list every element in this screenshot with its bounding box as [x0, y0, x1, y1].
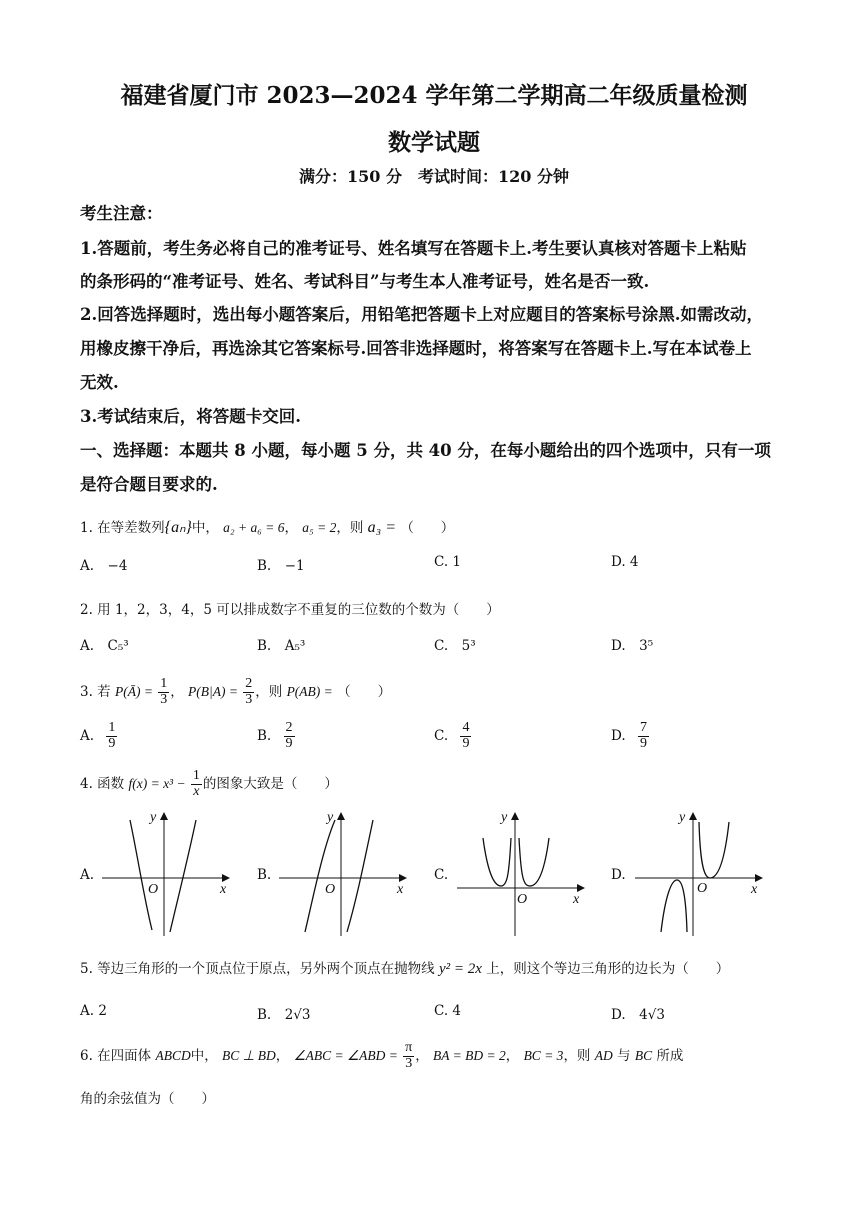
fraction-denominator: 9	[639, 736, 647, 751]
q6-text: ，则	[563, 1048, 591, 1064]
q6-text: ，	[415, 1048, 429, 1064]
graph-option-c	[455, 808, 590, 938]
option-label: B.	[257, 728, 272, 744]
question-2-stem: 2. 用 1，2，3，4，5 可以排成数字不重复的三位数的个数为（ ）	[80, 602, 500, 618]
question-3-stem	[80, 672, 391, 712]
q5-option-d: D. 4√3	[611, 1007, 665, 1023]
option-label: D.	[611, 728, 626, 744]
curve	[661, 880, 687, 932]
answer-blank: （ ）	[337, 684, 392, 700]
curve	[305, 820, 335, 932]
q4-option-d-label: D.	[611, 867, 626, 883]
q3-option-d	[611, 716, 650, 756]
curve	[483, 838, 511, 886]
q4-option-c-label: C.	[434, 867, 449, 883]
fraction	[243, 677, 254, 707]
q6-math: BA = BD = 2	[433, 1048, 506, 1063]
origin-label: O	[148, 882, 159, 897]
q1-text: ，	[284, 520, 298, 536]
exam-title: 福建省厦门市 2023—2024 学年第二学期高二年级质量检测	[120, 82, 748, 109]
q1-condition: a₅ = 2	[302, 520, 337, 535]
curve	[130, 820, 152, 930]
curve	[170, 820, 196, 932]
q1-text: ，则	[336, 520, 364, 536]
q6-text: 6. 在四面体	[80, 1048, 152, 1064]
q1-option-c: C. 1	[434, 554, 462, 570]
q6-math: BC = 3	[523, 1048, 564, 1063]
notice-line: 用橡皮擦干净后，再选涂其它答案标号.回答非选择题时，将答案写在答题卡上.写在本试卷上	[80, 339, 752, 358]
q4-option-b-label: B.	[257, 867, 272, 883]
graph-option-a	[100, 808, 235, 938]
question-6-stem	[80, 1036, 683, 1076]
fraction-denominator: 3	[245, 692, 253, 707]
fraction-numerator: 7	[639, 720, 647, 736]
fraction	[403, 1041, 414, 1071]
origin-label: O	[517, 892, 528, 907]
x-axis-arrow	[222, 874, 230, 882]
q1-option-b: B. −1	[257, 558, 305, 574]
fraction-numerator: 2	[245, 676, 253, 692]
fraction-denominator: 9	[462, 736, 470, 751]
fraction-numerator: 2	[285, 720, 293, 736]
q5-text: 上，则这个等边三角形的边长为（ ）	[486, 961, 730, 977]
fraction	[460, 721, 471, 751]
fraction	[284, 721, 295, 751]
y-label: y	[150, 810, 157, 825]
q3-text: ，则	[255, 684, 283, 700]
q2-option-d: D. 3⁵	[611, 638, 654, 654]
q1-condition: a₂ + a₆ = 6	[223, 520, 285, 535]
x-label: x	[573, 892, 580, 907]
q2-option-a: A. C₅³	[80, 638, 129, 654]
exam-subtitle: 数学试题	[388, 129, 480, 156]
x-label: x	[751, 882, 758, 897]
question-6-line2: 角的余弦值为（ ）	[80, 1091, 215, 1107]
curve	[347, 820, 373, 932]
option-label: A.	[80, 728, 95, 744]
q5-option-a: A. 2	[80, 1003, 107, 1019]
answer-blank: （ ）	[400, 520, 455, 536]
q4-text: 4. 函数	[80, 776, 125, 792]
y-axis-arrow	[337, 812, 345, 820]
fraction-numerator: π	[405, 1040, 413, 1056]
q3-option-c	[434, 716, 472, 756]
q1-text: 1. 在等差数列	[80, 520, 165, 536]
q3-option-b	[257, 716, 296, 756]
fraction	[191, 769, 202, 799]
q2-option-b: B. A₅³	[257, 638, 306, 654]
q5-option-c: C. 4	[434, 1003, 462, 1019]
fraction-denominator: x	[193, 784, 200, 799]
graph-option-d	[633, 808, 768, 938]
q6-text: 中，	[190, 1048, 218, 1064]
q6-math: BC	[634, 1048, 653, 1063]
notice-line: 3.考试结束后，将答题卡交回.	[80, 407, 301, 426]
q6-math: BC ⊥ BD	[222, 1048, 276, 1063]
fraction-numerator: 1	[160, 676, 168, 692]
notice-line: 1.答题前，考生务必将自己的准考证号、姓名填写在答题卡上.考生要认真核对答题卡上粘贴	[80, 239, 747, 258]
fraction-denominator: 3	[160, 692, 168, 707]
q3-text: ，	[170, 684, 184, 700]
notice-line: 2.回答选择题时，选出每小题答案后，用铅笔把答题卡上对应题目的答案标号涂黑.如需改动，	[80, 305, 763, 324]
x-label: x	[397, 882, 404, 897]
notice-line: 的条形码的“准考证号、姓名、考试科目”与考生本人准考证号，姓名是否一致.	[80, 272, 650, 291]
q5-option-b: B. 2√3	[257, 1007, 311, 1023]
q1-text: 中，	[191, 520, 219, 536]
question-5-stem	[80, 957, 729, 978]
q4-function: f(x) = x³ −	[128, 776, 186, 791]
y-label: y	[327, 810, 334, 825]
fraction-denominator: 9	[108, 736, 116, 751]
x-axis-arrow	[399, 874, 407, 882]
option-label: C.	[434, 728, 449, 744]
y-axis-arrow	[511, 812, 519, 820]
y-axis-arrow	[689, 812, 697, 820]
origin-label: O	[325, 882, 336, 897]
curve	[699, 822, 729, 878]
q1-option-d: D. 4	[611, 554, 639, 570]
question-4-stem	[80, 764, 338, 804]
notice-line: 无效.	[80, 373, 119, 392]
q6-text: ，	[505, 1048, 520, 1064]
fraction-numerator: 4	[462, 720, 470, 736]
q6-text: 与	[617, 1048, 631, 1064]
score-time-line: 满分：150 分 考试时间：120 分钟	[299, 167, 569, 186]
y-axis-arrow	[160, 812, 168, 820]
q3-option-a	[80, 716, 118, 756]
q2-option-c: C. 5³	[434, 638, 476, 654]
q6-math: AD	[594, 1048, 613, 1063]
section-heading: 是符合题目要求的.	[80, 475, 218, 494]
q1-ask: a₃ =	[367, 519, 397, 536]
y-label: y	[679, 810, 686, 825]
q4-text: 的图象大致是（ ）	[202, 776, 338, 792]
q1-sequence: {aₙ}	[164, 519, 192, 536]
fraction-denominator: 3	[405, 1056, 413, 1071]
q3-text: 3. 若	[80, 684, 111, 700]
origin-label: O	[697, 881, 708, 896]
q3-probability: P(Ā) =	[114, 684, 153, 699]
notice-heading: 考生注意：	[80, 204, 163, 223]
q3-ask: P(AB) =	[286, 684, 333, 699]
fraction-numerator: 1	[192, 768, 200, 784]
q4-option-a-label: A.	[80, 867, 95, 883]
q5-equation: y² = 2x	[438, 961, 482, 977]
x-label: x	[220, 882, 227, 897]
q5-text: 5. 等边三角形的一个顶点位于原点，另外两个顶点在抛物线	[80, 961, 435, 977]
section-heading: 一、选择题：本题共 8 小题，每小题 5 分，共 40 分，在每小题给出的四个选项中，只有一项	[80, 441, 771, 460]
x-axis-arrow	[577, 884, 585, 892]
question-1-stem	[80, 516, 454, 537]
fraction-denominator: 9	[285, 736, 293, 751]
fraction	[158, 677, 169, 707]
q1-option-a: A. −4	[80, 558, 128, 574]
q3-probability: P(B|A) =	[188, 684, 238, 699]
x-axis-arrow	[755, 874, 763, 882]
q6-text: 所成	[656, 1048, 684, 1064]
q6-math: ∠ABC = ∠ABD =	[293, 1048, 398, 1063]
curve	[519, 838, 549, 886]
q6-math: ABCD	[155, 1048, 191, 1063]
q6-text: ，	[275, 1048, 290, 1064]
fraction-numerator: 1	[108, 720, 116, 736]
y-label: y	[501, 810, 508, 825]
graph-option-b	[277, 808, 412, 938]
fraction	[638, 721, 649, 751]
fraction	[106, 721, 117, 751]
